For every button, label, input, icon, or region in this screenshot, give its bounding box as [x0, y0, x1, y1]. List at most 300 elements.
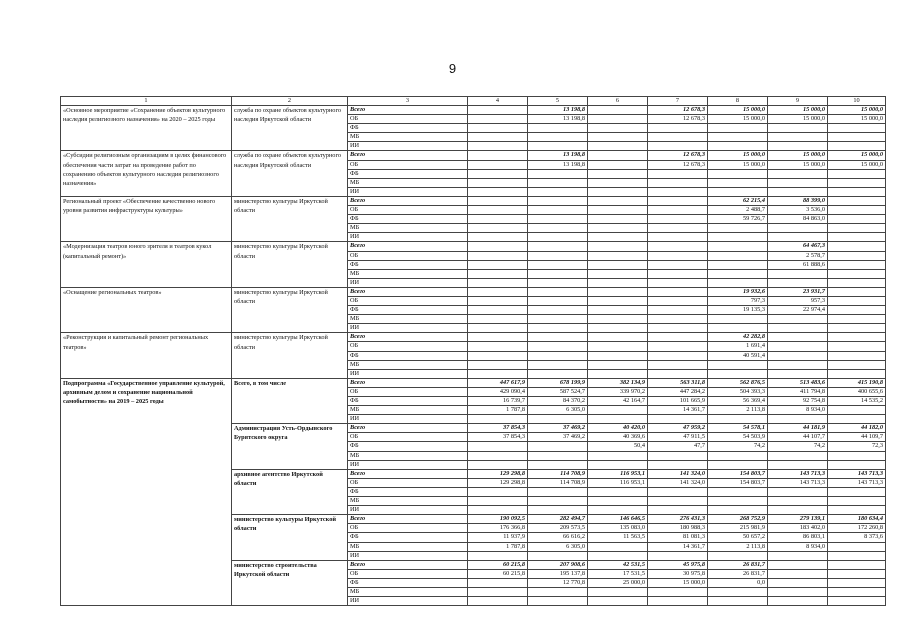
- value-cell: [768, 187, 828, 196]
- value-cell: 15 000,0: [768, 115, 828, 124]
- value-cell: [588, 187, 648, 196]
- value-cell: [588, 124, 648, 133]
- value-cell: 45 975,8: [648, 560, 708, 569]
- value-cell: 215 981,9: [708, 524, 768, 533]
- executor-cell: министерство культуры Иркутской области: [232, 242, 348, 287]
- value-cell: [468, 106, 528, 115]
- value-cell: 276 431,3: [648, 515, 708, 524]
- value-cell: 42 282,8: [708, 333, 768, 342]
- funding-source-cell: ИИ: [348, 142, 468, 151]
- value-cell: [588, 215, 648, 224]
- value-cell: [468, 597, 528, 606]
- value-cell: [648, 224, 708, 233]
- executor-cell: Администрация Усть-Ордынского Бурятского округа: [232, 424, 348, 469]
- value-cell: 154 803,7: [708, 469, 768, 478]
- funding-source-cell: МБ: [348, 406, 468, 415]
- funding-source-cell: ИИ: [348, 278, 468, 287]
- value-cell: [768, 597, 828, 606]
- executor-cell: Всего, в том числе: [232, 378, 348, 423]
- value-cell: 172 260,8: [828, 524, 886, 533]
- value-cell: [588, 142, 648, 151]
- value-cell: [648, 142, 708, 151]
- value-cell: [468, 287, 528, 296]
- value-cell: [528, 306, 588, 315]
- value-cell: [468, 142, 528, 151]
- value-cell: [708, 324, 768, 333]
- value-cell: 2 578,7: [768, 251, 828, 260]
- value-cell: [828, 487, 886, 496]
- value-cell: [828, 178, 886, 187]
- value-cell: [648, 460, 708, 469]
- value-cell: [768, 351, 828, 360]
- value-cell: [528, 206, 588, 215]
- value-cell: [828, 587, 886, 596]
- value-cell: 84 370,2: [528, 397, 588, 406]
- value-cell: [588, 151, 648, 160]
- value-cell: [528, 169, 588, 178]
- value-cell: [468, 587, 528, 596]
- value-cell: 54 578,1: [708, 424, 768, 433]
- value-cell: [468, 487, 528, 496]
- value-cell: [768, 415, 828, 424]
- value-cell: 268 752,9: [708, 515, 768, 524]
- value-cell: 8 934,0: [768, 542, 828, 551]
- funding-source-cell: ИИ: [348, 460, 468, 469]
- funding-source-cell: ОБ: [348, 296, 468, 305]
- value-cell: 47 911,5: [648, 433, 708, 442]
- header-row: [61, 97, 886, 106]
- value-cell: [468, 178, 528, 187]
- value-cell: 2 113,8: [708, 542, 768, 551]
- value-cell: [828, 187, 886, 196]
- value-cell: 1 691,4: [708, 342, 768, 351]
- funding-source-cell: ФБ: [348, 260, 468, 269]
- value-cell: [588, 196, 648, 205]
- value-cell: 207 908,6: [528, 560, 588, 569]
- value-cell: [588, 178, 648, 187]
- value-cell: [648, 497, 708, 506]
- value-cell: 42 164,7: [588, 397, 648, 406]
- budget-table: [60, 96, 886, 606]
- funding-source-cell: ФБ: [348, 397, 468, 406]
- value-cell: [768, 487, 828, 496]
- executor-cell: министерство культуры Иркутской области: [232, 333, 348, 378]
- value-cell: [768, 360, 828, 369]
- value-cell: 47,7: [648, 442, 708, 451]
- header-cell: 5: [528, 97, 588, 106]
- value-cell: 587 524,7: [528, 387, 588, 396]
- value-cell: [648, 296, 708, 305]
- value-cell: 40 420,0: [588, 424, 648, 433]
- funding-source-cell: ОБ: [348, 524, 468, 533]
- value-cell: 42 531,5: [588, 560, 648, 569]
- value-cell: [828, 342, 886, 351]
- value-cell: [588, 351, 648, 360]
- value-cell: [648, 178, 708, 187]
- value-cell: 513 483,6: [768, 378, 828, 387]
- value-cell: 88 399,0: [768, 196, 828, 205]
- value-cell: [468, 269, 528, 278]
- value-cell: [768, 224, 828, 233]
- value-cell: 447 617,9: [468, 378, 528, 387]
- value-cell: [708, 142, 768, 151]
- value-cell: [528, 551, 588, 560]
- executor-cell: министерство культуры Иркутской области: [232, 515, 348, 560]
- value-cell: 8 934,0: [768, 406, 828, 415]
- value-cell: [708, 224, 768, 233]
- value-cell: 2 488,7: [708, 206, 768, 215]
- value-cell: 92 754,8: [768, 397, 828, 406]
- value-cell: [528, 124, 588, 133]
- value-cell: 59 726,7: [708, 215, 768, 224]
- value-cell: [588, 597, 648, 606]
- funding-source-cell: Всего: [348, 515, 468, 524]
- value-cell: [648, 324, 708, 333]
- value-cell: [468, 196, 528, 205]
- value-cell: 26 831,7: [708, 569, 768, 578]
- executor-cell: министерство культуры Иркутской области: [232, 287, 348, 332]
- value-cell: 957,3: [768, 296, 828, 305]
- value-cell: 40 591,4: [708, 351, 768, 360]
- value-cell: [588, 287, 648, 296]
- value-cell: [468, 351, 528, 360]
- value-cell: 3 536,0: [768, 206, 828, 215]
- value-cell: [588, 106, 648, 115]
- funding-source-cell: ФБ: [348, 215, 468, 224]
- value-cell: 678 199,9: [528, 378, 588, 387]
- value-cell: 116 953,1: [588, 478, 648, 487]
- value-cell: [648, 587, 708, 596]
- value-cell: [648, 342, 708, 351]
- value-cell: [588, 206, 648, 215]
- funding-source-cell: ОБ: [348, 478, 468, 487]
- header-cell: 1: [61, 97, 232, 106]
- value-cell: [648, 269, 708, 278]
- value-cell: [828, 451, 886, 460]
- value-cell: 44 109,7: [828, 433, 886, 442]
- value-cell: [648, 196, 708, 205]
- value-cell: 116 953,1: [588, 469, 648, 478]
- value-cell: [828, 560, 886, 569]
- value-cell: [588, 278, 648, 287]
- executor-cell: архивное агентство Иркутской области: [232, 469, 348, 514]
- value-cell: [708, 360, 768, 369]
- value-cell: [468, 360, 528, 369]
- value-cell: [528, 597, 588, 606]
- value-cell: 15 000,0: [708, 115, 768, 124]
- value-cell: [468, 169, 528, 178]
- funding-source-cell: МБ: [348, 133, 468, 142]
- value-cell: 12 678,3: [648, 151, 708, 160]
- value-cell: [468, 442, 528, 451]
- funding-source-cell: ОБ: [348, 342, 468, 351]
- funding-source-cell: ФБ: [348, 487, 468, 496]
- value-cell: [768, 233, 828, 242]
- value-cell: [468, 342, 528, 351]
- funding-source-cell: МБ: [348, 360, 468, 369]
- value-cell: 1 787,8: [468, 542, 528, 551]
- value-cell: [468, 578, 528, 587]
- value-cell: [708, 487, 768, 496]
- value-cell: [828, 578, 886, 587]
- value-cell: [648, 360, 708, 369]
- value-cell: 6 305,0: [528, 406, 588, 415]
- funding-source-cell: Всего: [348, 560, 468, 569]
- value-cell: 180 634,4: [828, 515, 886, 524]
- value-cell: [588, 306, 648, 315]
- value-cell: [828, 506, 886, 515]
- value-cell: 141 324,0: [648, 478, 708, 487]
- table-row: [61, 333, 886, 342]
- value-cell: [708, 124, 768, 133]
- value-cell: [648, 206, 708, 215]
- value-cell: [708, 415, 768, 424]
- value-cell: 14 535,2: [828, 397, 886, 406]
- value-cell: [648, 506, 708, 515]
- funding-source-cell: ИИ: [348, 233, 468, 242]
- value-cell: [468, 324, 528, 333]
- value-cell: 15 000,0: [648, 578, 708, 587]
- value-cell: [828, 269, 886, 278]
- value-cell: [468, 333, 528, 342]
- value-cell: [708, 278, 768, 287]
- table-row: [61, 196, 886, 205]
- value-cell: [768, 278, 828, 287]
- value-cell: [708, 169, 768, 178]
- value-cell: [648, 551, 708, 560]
- value-cell: [528, 587, 588, 596]
- value-cell: [828, 369, 886, 378]
- value-cell: 84 863,0: [768, 215, 828, 224]
- value-cell: 50,4: [588, 442, 648, 451]
- value-cell: 16 739,7: [468, 397, 528, 406]
- value-cell: [528, 342, 588, 351]
- value-cell: [768, 178, 828, 187]
- funding-source-cell: МБ: [348, 542, 468, 551]
- value-cell: [528, 187, 588, 196]
- funding-source-cell: ФБ: [348, 533, 468, 542]
- header-cell: 9: [768, 97, 828, 106]
- value-cell: [708, 251, 768, 260]
- value-cell: [828, 597, 886, 606]
- page-number: 9: [448, 61, 457, 76]
- value-cell: [588, 169, 648, 178]
- value-cell: [528, 233, 588, 242]
- value-cell: [828, 569, 886, 578]
- value-cell: [528, 460, 588, 469]
- value-cell: [588, 160, 648, 169]
- value-cell: [528, 287, 588, 296]
- value-cell: [768, 451, 828, 460]
- value-cell: 37 469,2: [528, 424, 588, 433]
- value-cell: 60 215,8: [468, 569, 528, 578]
- value-cell: [588, 342, 648, 351]
- funding-source-cell: Всего: [348, 151, 468, 160]
- funding-source-cell: ФБ: [348, 442, 468, 451]
- value-cell: [468, 206, 528, 215]
- value-cell: [528, 497, 588, 506]
- value-cell: [528, 324, 588, 333]
- value-cell: [648, 369, 708, 378]
- value-cell: 23 931,7: [768, 287, 828, 296]
- funding-source-cell: ИИ: [348, 324, 468, 333]
- value-cell: [648, 260, 708, 269]
- funding-source-cell: ИИ: [348, 369, 468, 378]
- value-cell: 13 198,8: [528, 151, 588, 160]
- value-cell: 114 708,9: [528, 478, 588, 487]
- value-cell: [648, 415, 708, 424]
- value-cell: [828, 233, 886, 242]
- value-cell: [588, 551, 648, 560]
- value-cell: 17 531,5: [588, 569, 648, 578]
- value-cell: [768, 497, 828, 506]
- value-cell: 12 678,3: [648, 115, 708, 124]
- value-cell: [828, 315, 886, 324]
- value-cell: [708, 260, 768, 269]
- value-cell: [828, 542, 886, 551]
- value-cell: 15 000,0: [768, 160, 828, 169]
- funding-source-cell: ФБ: [348, 306, 468, 315]
- value-cell: [768, 369, 828, 378]
- value-cell: 143 713,3: [768, 478, 828, 487]
- value-cell: [768, 315, 828, 324]
- value-cell: [648, 251, 708, 260]
- funding-source-cell: ОБ: [348, 433, 468, 442]
- program-name-cell: «Субсидии религиозным организациям в целях финансового обеспечения части затрат на проведение работ по сохранению объектов культурного наследия религиозного назначения»: [61, 151, 232, 196]
- funding-source-cell: МБ: [348, 587, 468, 596]
- value-cell: [828, 497, 886, 506]
- funding-source-cell: ИИ: [348, 597, 468, 606]
- value-cell: [468, 224, 528, 233]
- table-row: [61, 106, 886, 115]
- value-cell: [588, 260, 648, 269]
- value-cell: [828, 196, 886, 205]
- value-cell: [588, 497, 648, 506]
- funding-source-cell: ИИ: [348, 551, 468, 560]
- value-cell: 66 616,2: [528, 533, 588, 542]
- funding-source-cell: Всего: [348, 469, 468, 478]
- header-cell: 3: [348, 97, 468, 106]
- value-cell: 8 373,6: [828, 533, 886, 542]
- value-cell: [588, 415, 648, 424]
- value-cell: [648, 333, 708, 342]
- value-cell: [528, 215, 588, 224]
- header-cell: 6: [588, 97, 648, 106]
- value-cell: 37 469,2: [528, 433, 588, 442]
- funding-source-cell: ФБ: [348, 124, 468, 133]
- value-cell: 15 000,0: [828, 160, 886, 169]
- value-cell: 13 198,8: [528, 160, 588, 169]
- value-cell: [768, 324, 828, 333]
- value-cell: [528, 269, 588, 278]
- value-cell: [648, 306, 708, 315]
- value-cell: [588, 233, 648, 242]
- value-cell: 15 000,0: [768, 151, 828, 160]
- funding-source-cell: ОБ: [348, 115, 468, 124]
- funding-source-cell: ОБ: [348, 206, 468, 215]
- value-cell: [768, 460, 828, 469]
- value-cell: 15 000,0: [708, 160, 768, 169]
- value-cell: 11 937,9: [468, 533, 528, 542]
- value-cell: [528, 442, 588, 451]
- value-cell: 81 081,3: [648, 533, 708, 542]
- value-cell: [588, 487, 648, 496]
- value-cell: 56 369,4: [708, 397, 768, 406]
- value-cell: 11 563,5: [588, 533, 648, 542]
- value-cell: 12 678,3: [648, 106, 708, 115]
- value-cell: [528, 251, 588, 260]
- value-cell: [588, 360, 648, 369]
- value-cell: [768, 560, 828, 569]
- value-cell: [468, 151, 528, 160]
- value-cell: [588, 133, 648, 142]
- value-cell: [468, 497, 528, 506]
- value-cell: [648, 451, 708, 460]
- funding-source-cell: ИИ: [348, 506, 468, 515]
- value-cell: [528, 296, 588, 305]
- value-cell: [648, 278, 708, 287]
- value-cell: [468, 242, 528, 251]
- value-cell: [468, 133, 528, 142]
- value-cell: 62 215,4: [708, 196, 768, 205]
- value-cell: [828, 460, 886, 469]
- value-cell: 382 134,9: [588, 378, 648, 387]
- value-cell: [648, 597, 708, 606]
- value-cell: 74,2: [768, 442, 828, 451]
- value-cell: 339 970,2: [588, 387, 648, 396]
- value-cell: [588, 451, 648, 460]
- value-cell: [828, 324, 886, 333]
- value-cell: [708, 233, 768, 242]
- value-cell: [768, 333, 828, 342]
- value-cell: [708, 242, 768, 251]
- value-cell: 429 090,4: [468, 387, 528, 396]
- value-cell: [768, 269, 828, 278]
- value-cell: 12 678,3: [648, 160, 708, 169]
- value-cell: 143 713,3: [828, 469, 886, 478]
- table-row: [61, 151, 886, 160]
- value-cell: [588, 324, 648, 333]
- value-cell: 2 113,8: [708, 406, 768, 415]
- value-cell: 562 876,5: [708, 378, 768, 387]
- value-cell: [528, 242, 588, 251]
- funding-source-cell: Всего: [348, 333, 468, 342]
- value-cell: [828, 260, 886, 269]
- value-cell: [588, 333, 648, 342]
- value-cell: 504 393,3: [708, 387, 768, 396]
- value-cell: 135 083,0: [588, 524, 648, 533]
- value-cell: [528, 506, 588, 515]
- value-cell: [468, 306, 528, 315]
- value-cell: [708, 178, 768, 187]
- funding-source-cell: МБ: [348, 178, 468, 187]
- value-cell: [468, 260, 528, 269]
- value-cell: 415 190,8: [828, 378, 886, 387]
- table-row: [61, 378, 886, 387]
- value-cell: 15 000,0: [828, 151, 886, 160]
- value-cell: [708, 460, 768, 469]
- value-cell: [528, 178, 588, 187]
- value-cell: 563 311,8: [648, 378, 708, 387]
- value-cell: 54 503,9: [708, 433, 768, 442]
- value-cell: 19 135,3: [708, 306, 768, 315]
- value-cell: [708, 187, 768, 196]
- value-cell: [528, 278, 588, 287]
- funding-source-cell: ФБ: [348, 578, 468, 587]
- funding-source-cell: Всего: [348, 242, 468, 251]
- value-cell: 129 298,8: [468, 478, 528, 487]
- value-cell: [768, 578, 828, 587]
